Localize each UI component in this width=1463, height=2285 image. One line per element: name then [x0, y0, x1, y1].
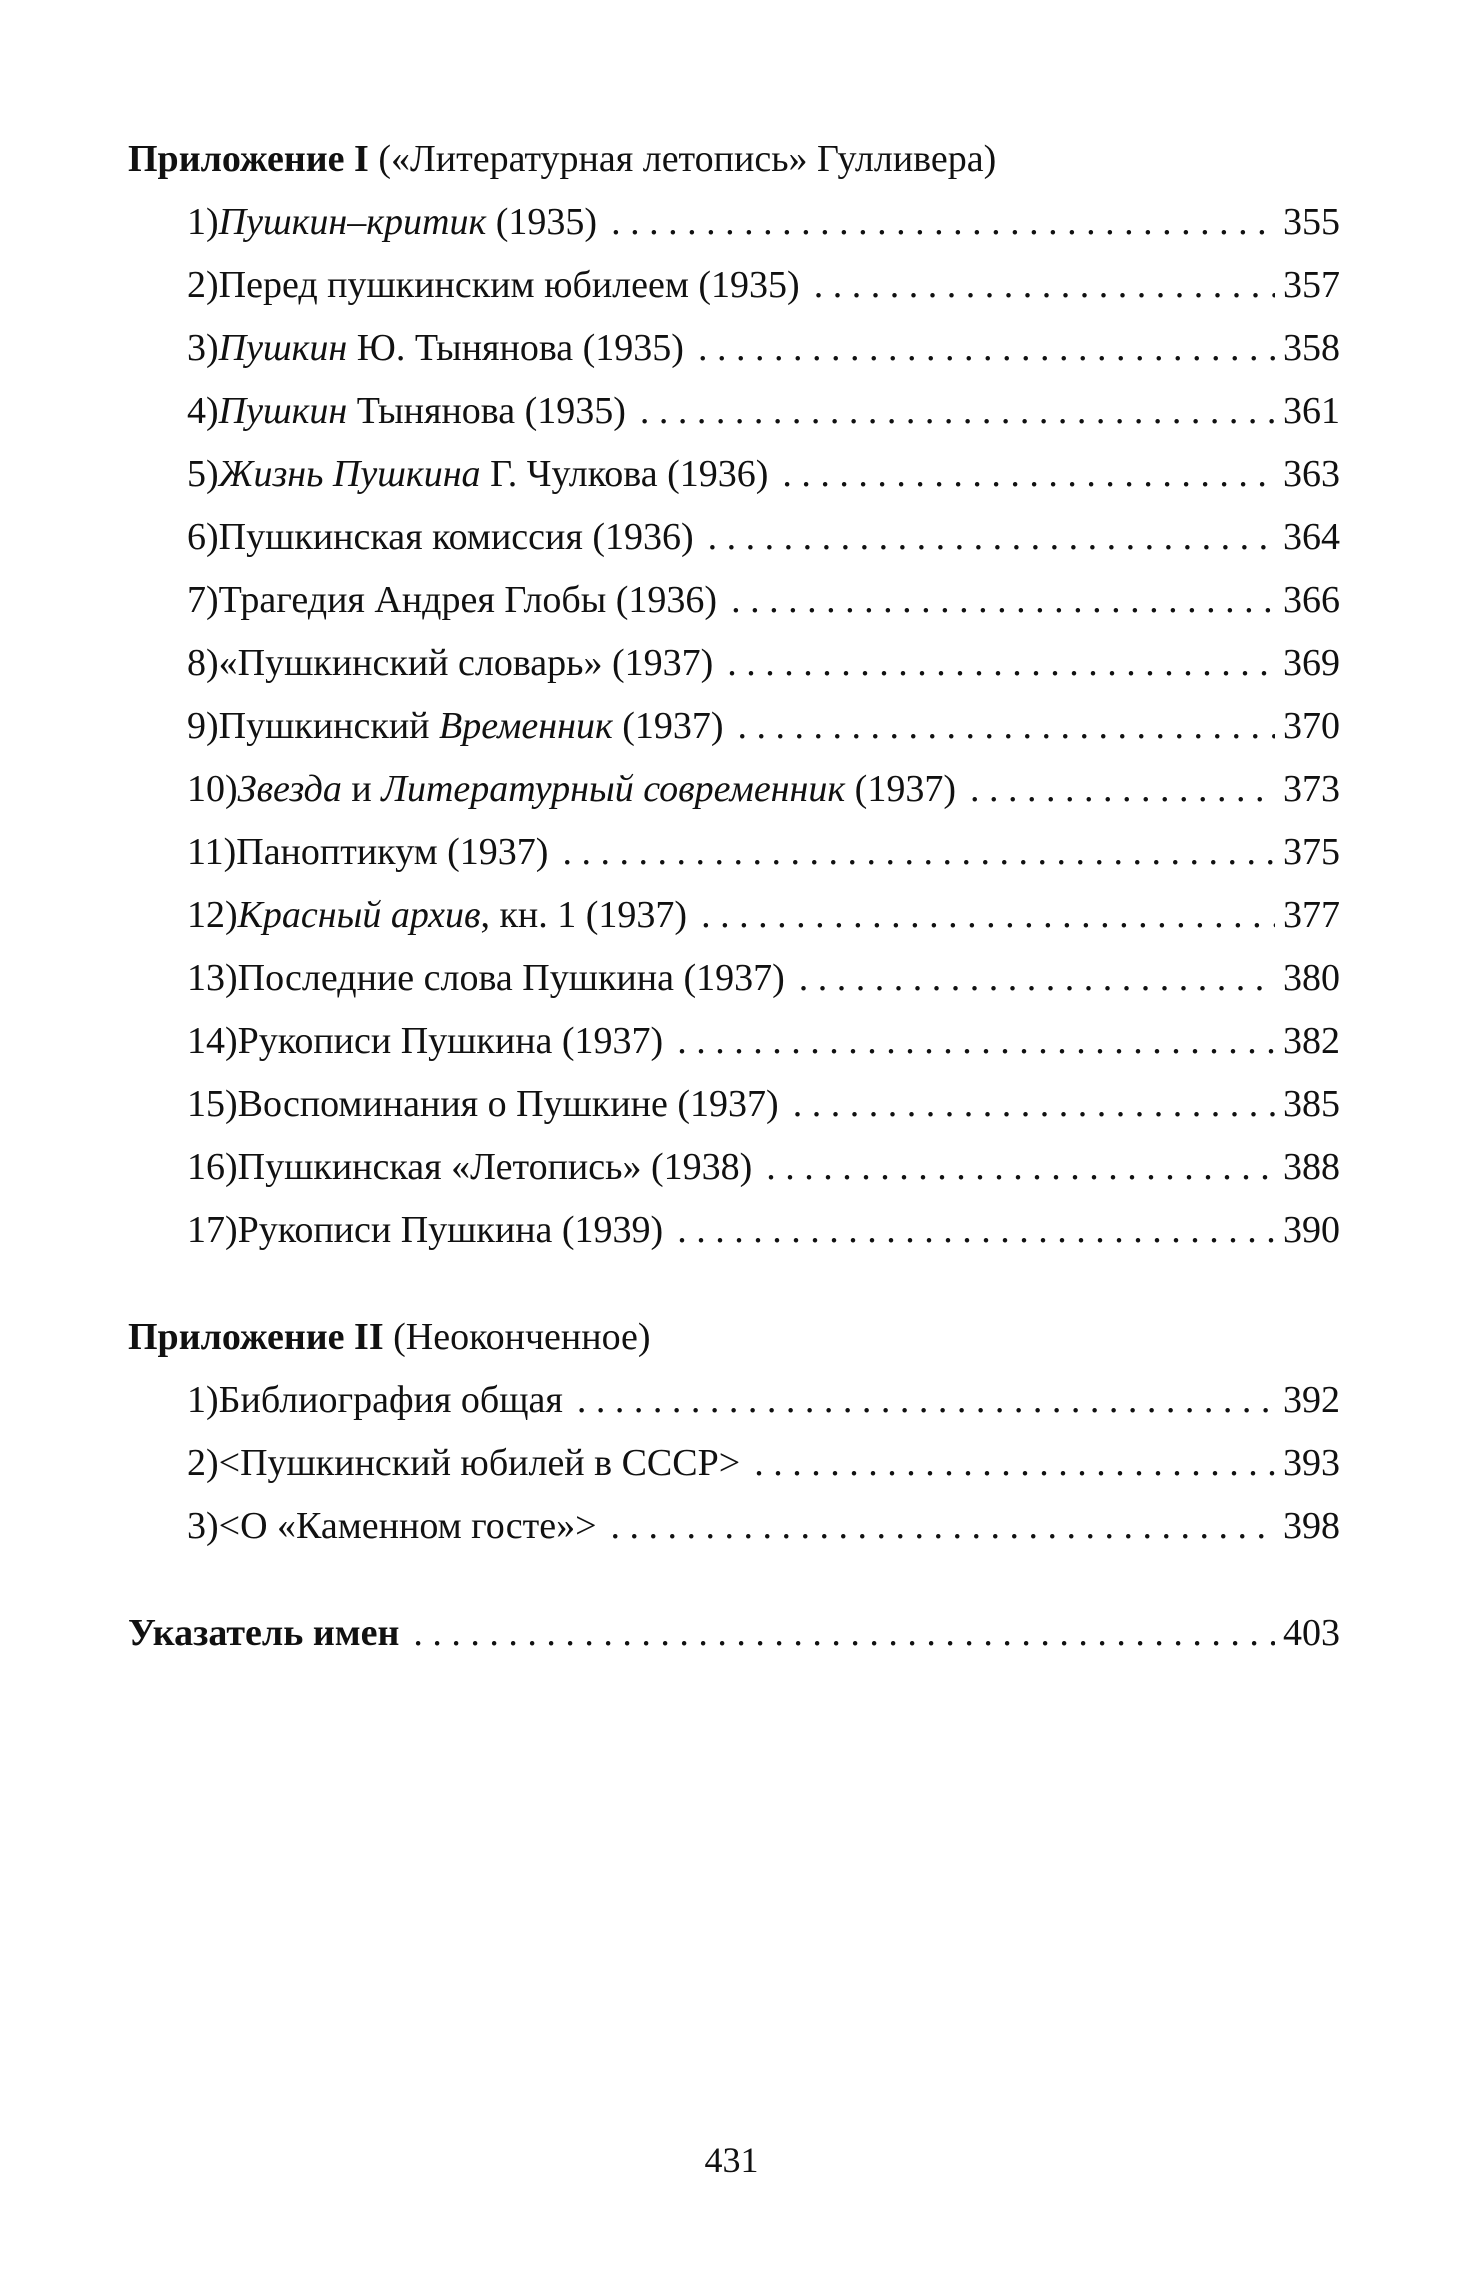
appendix-1-label: Приложение I — [128, 138, 369, 180]
entry-title-italic: Временник — [439, 705, 613, 747]
toc-entry — [128, 1432, 1340, 1495]
entry-number: 17) — [187, 1209, 238, 1251]
entry-title-italic: Пушкин — [218, 390, 348, 432]
table-of-contents — [128, 128, 1340, 1665]
dot-leader — [640, 380, 1275, 443]
dot-leader — [562, 821, 1275, 884]
entry-page-number: 390 — [1283, 1209, 1340, 1251]
entry-title-italic: Красный архив — [237, 894, 481, 936]
entry-title-text: <Пушкинский юбилей в СССР> — [218, 1442, 741, 1484]
entry-title-text: Г. Чулкова (1936) — [480, 453, 769, 495]
toc-entry — [128, 1199, 1340, 1262]
dot-leader — [727, 632, 1275, 695]
entry-title-text: Паноптикум (1937) — [236, 831, 549, 873]
entry-title-text: Пушкинская комиссия (1936) — [218, 516, 694, 558]
entry-page-number: 370 — [1283, 705, 1340, 747]
entry-title — [219, 506, 694, 569]
entry-title — [219, 317, 684, 380]
entry-number: 15) — [187, 1083, 238, 1125]
entry-title — [238, 1136, 753, 1199]
entry-number: 6) — [187, 516, 219, 558]
dot-leader — [754, 1432, 1275, 1495]
entry-page-number: 357 — [1283, 264, 1340, 306]
entry-title — [238, 947, 785, 1010]
entry-number: 2) — [187, 264, 219, 306]
entry-number: 1) — [187, 201, 219, 243]
toc-entry — [128, 317, 1340, 380]
toc-entry — [128, 821, 1340, 884]
entry-title-italic: Пушкин — [218, 327, 348, 369]
entry-title — [219, 695, 724, 758]
dot-leader — [577, 1369, 1275, 1432]
entry-title-text: Тынянова (1935) — [347, 390, 626, 432]
toc-entry — [128, 254, 1340, 317]
dot-leader — [738, 695, 1275, 758]
toc-entry — [128, 1136, 1340, 1199]
dot-leader — [677, 1199, 1275, 1262]
entry-number: 9) — [187, 705, 219, 747]
entry-page-number: 361 — [1283, 390, 1340, 432]
entry-title — [238, 1010, 664, 1073]
entry-title — [219, 1369, 563, 1432]
toc-entry — [128, 947, 1340, 1010]
appendix-1-subtitle: («Литературная летопись» Гулливера) — [378, 138, 997, 180]
entry-title-text: <О «Каменном госте»> — [218, 1505, 597, 1547]
index-page-number: 403 — [1283, 1612, 1340, 1654]
dot-leader — [698, 317, 1275, 380]
entry-page-number: 380 — [1283, 957, 1340, 999]
entry-title-text: Рукописи Пушкина (1937) — [237, 1020, 664, 1062]
entry-title-text: Пушкинский — [218, 705, 439, 747]
dot-leader — [799, 947, 1275, 1010]
appendix-2-subtitle: (Неоконченное) — [393, 1316, 651, 1358]
entry-title-italic: Жизнь Пушкина — [218, 453, 481, 495]
entry-title-text: Ю. Тынянова (1935) — [347, 327, 684, 369]
entry-title — [219, 254, 800, 317]
entry-page-number: 358 — [1283, 327, 1340, 369]
toc-entry — [128, 1495, 1340, 1558]
toc-entry — [128, 632, 1340, 695]
entry-page-number: 393 — [1283, 1442, 1340, 1484]
entry-page-number: 364 — [1283, 516, 1340, 558]
entry-title-italic: Литературный современник — [381, 768, 846, 810]
entry-title — [219, 191, 597, 254]
dot-leader — [708, 506, 1275, 569]
dot-leader — [782, 443, 1275, 506]
index-entry — [128, 1602, 1340, 1665]
entry-page-number: 369 — [1283, 642, 1340, 684]
entry-title-text: Воспоминания о Пушкине (1937) — [237, 1083, 779, 1125]
entry-title-text: Библиография общая — [218, 1379, 563, 1421]
entry-page-number: 366 — [1283, 579, 1340, 621]
entry-title-text: (1937) — [845, 768, 956, 810]
dot-leader — [701, 884, 1275, 947]
entry-number: 13) — [187, 957, 238, 999]
entry-title — [238, 1199, 664, 1262]
dot-leader — [970, 758, 1275, 821]
entry-title-text: Последние слова Пушкина (1937) — [237, 957, 785, 999]
dot-leader — [677, 1010, 1275, 1073]
toc-entry — [128, 506, 1340, 569]
entry-page-number: 363 — [1283, 453, 1340, 495]
dot-leader — [611, 191, 1275, 254]
entry-number: 10) — [187, 768, 238, 810]
entry-number: 4) — [187, 390, 219, 432]
toc-entry — [128, 1073, 1340, 1136]
dot-leader — [413, 1602, 1275, 1665]
entry-page-number: 388 — [1283, 1146, 1340, 1188]
dot-leader — [814, 254, 1275, 317]
entry-title — [219, 1495, 597, 1558]
entry-title — [238, 758, 956, 821]
entry-number: 5) — [187, 453, 219, 495]
entry-page-number: 385 — [1283, 1083, 1340, 1125]
entry-title-text: (1935) — [486, 201, 598, 243]
entry-number: 11) — [187, 831, 237, 873]
entry-page-number: 375 — [1283, 831, 1340, 873]
entry-title — [236, 821, 548, 884]
entry-title — [238, 884, 687, 947]
toc-entry — [128, 191, 1340, 254]
section-spacer — [128, 1262, 1340, 1306]
entry-page-number: 382 — [1283, 1020, 1340, 1062]
appendix-2-label: Приложение II — [128, 1316, 384, 1358]
dot-leader — [611, 1495, 1275, 1558]
entry-title — [219, 632, 714, 695]
entry-number: 3) — [187, 327, 219, 369]
entry-number: 3) — [187, 1505, 219, 1547]
toc-entry — [128, 569, 1340, 632]
entry-number: 2) — [187, 1442, 219, 1484]
entry-title-text: Перед пушкинским юбилеем (1935) — [218, 264, 800, 306]
entry-title-text: Трагедия Андрея Глобы (1936) — [218, 579, 718, 621]
entry-page-number: 392 — [1283, 1379, 1340, 1421]
dot-leader — [793, 1073, 1275, 1136]
toc-entry — [128, 443, 1340, 506]
entry-title-italic: Звезда — [237, 768, 342, 810]
entry-page-number: 377 — [1283, 894, 1340, 936]
entry-title — [219, 380, 626, 443]
entry-title-text: «Пушкинский словарь» (1937) — [218, 642, 714, 684]
appendix-2-entries — [128, 1369, 1340, 1558]
entry-title-text: Пушкинская «Летопись» (1938) — [237, 1146, 753, 1188]
entry-title-text: (1937) — [612, 705, 724, 747]
entry-number: 14) — [187, 1020, 238, 1062]
dot-leader — [766, 1136, 1275, 1199]
entry-title — [238, 1073, 779, 1136]
appendix-1-entries — [128, 191, 1340, 1262]
entry-title-text: Рукописи Пушкина (1939) — [237, 1209, 664, 1251]
index-title: Указатель имен — [128, 1612, 400, 1654]
entry-number: 1) — [187, 1379, 219, 1421]
entry-number: 8) — [187, 642, 219, 684]
toc-entry — [128, 1369, 1340, 1432]
entry-title — [219, 569, 717, 632]
appendix-2-heading — [128, 1306, 1340, 1369]
toc-entry — [128, 380, 1340, 443]
toc-entry — [128, 1010, 1340, 1073]
entry-number: 16) — [187, 1146, 238, 1188]
entry-title-italic: Пушкин–критик — [218, 201, 487, 243]
toc-entry — [128, 695, 1340, 758]
entry-title-text: и — [341, 768, 382, 810]
dot-leader — [731, 569, 1275, 632]
entry-title — [219, 1432, 741, 1495]
entry-page-number: 355 — [1283, 201, 1340, 243]
entry-title — [219, 443, 769, 506]
entry-page-number: 398 — [1283, 1505, 1340, 1547]
entry-title-text: , кн. 1 (1937) — [480, 894, 688, 936]
entry-page-number: 373 — [1283, 768, 1340, 810]
appendix-1-heading — [128, 128, 1340, 191]
entry-number: 7) — [187, 579, 219, 621]
section-spacer — [128, 1558, 1340, 1602]
toc-entry — [128, 884, 1340, 947]
entry-number: 12) — [187, 894, 238, 936]
page-number: 431 — [704, 2140, 759, 2180]
toc-entry — [128, 758, 1340, 821]
